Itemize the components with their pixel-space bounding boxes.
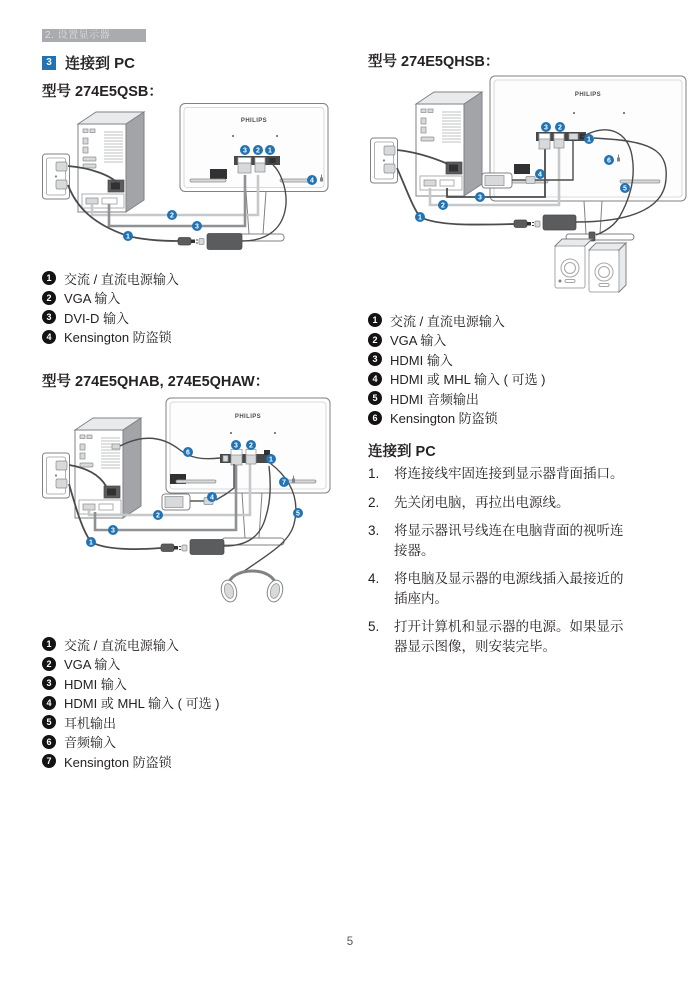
item-label: HDMI 或 MHL 输入 ( 可选 )	[64, 696, 220, 712]
item-label: 耳机输出	[64, 715, 117, 731]
callout-vga-input	[253, 145, 263, 155]
callout-hdmi-cable	[108, 525, 118, 535]
model3-title: 型号 274E5QHSB：	[368, 54, 500, 70]
item-number-badge: 3	[42, 310, 56, 324]
item-label: VGA 输入	[390, 333, 447, 349]
svg-text:2: 2	[156, 512, 160, 520]
item-number-badge: 1	[42, 271, 56, 285]
svg-text:6: 6	[186, 449, 190, 457]
callout-vga-input	[555, 122, 565, 132]
svg-text:3: 3	[195, 223, 199, 231]
step-text: 将显示器讯号线连在电脑背面的视听连接器。	[394, 523, 624, 558]
item-number-badge: 4	[368, 372, 382, 386]
item-number-badge: 1	[42, 637, 56, 651]
list-item	[42, 676, 220, 691]
callout-power-cord	[86, 537, 96, 547]
svg-text:2: 2	[256, 147, 260, 155]
instruction-step	[368, 617, 658, 656]
svg-text:1: 1	[418, 214, 422, 222]
svg-text:3: 3	[234, 442, 238, 450]
svg-text:3: 3	[478, 194, 482, 202]
svg-text:1: 1	[269, 456, 273, 464]
svg-text:4: 4	[210, 494, 214, 502]
instruction-step	[368, 493, 658, 513]
item-number-badge: 2	[368, 333, 382, 347]
callout-hdmi-input	[541, 122, 551, 132]
step-number: 2.	[368, 494, 380, 510]
list-item	[42, 696, 220, 711]
list-item	[42, 754, 220, 769]
step-number-badge: 3	[42, 56, 56, 70]
callout-hdmi-cable	[475, 192, 485, 202]
callout-headphone-out	[293, 508, 303, 518]
wall-outlet	[43, 453, 70, 498]
callout-power-cord	[415, 212, 425, 222]
item-label: HDMI 音频输出	[390, 391, 479, 407]
callout-mhl-input	[535, 169, 545, 179]
wall-outlet	[371, 138, 398, 183]
item-label: DVI-D 输入	[64, 310, 130, 326]
pc-tower	[416, 92, 482, 196]
list-item	[42, 291, 179, 306]
section-header-bar: 2. 设置显示器	[42, 29, 146, 42]
callout-hdmi-input	[231, 440, 241, 450]
connect-steps	[368, 464, 658, 666]
item-number-badge: 2	[42, 291, 56, 305]
step-text: 将连接线牢固连接到显示器背面插口。	[394, 466, 624, 481]
item-label: 交流 / 直流电源输入	[64, 271, 179, 287]
list-item	[42, 657, 220, 672]
callout-kensington	[279, 477, 289, 487]
list-item	[368, 411, 546, 426]
wall-outlet	[43, 154, 70, 199]
instruction-step	[368, 569, 658, 608]
list-item	[42, 310, 179, 325]
item-number-badge: 6	[368, 411, 382, 425]
philips-logo: PHILIPS	[234, 414, 262, 420]
callout-kensington	[604, 155, 614, 165]
diagram-274E5QHSB	[368, 74, 690, 310]
callout-audio-out	[620, 183, 630, 193]
item-label: HDMI 输入	[64, 676, 127, 692]
item-number-badge: 4	[42, 330, 56, 344]
list-item	[368, 352, 546, 367]
list-item	[368, 391, 546, 406]
philips-logo: PHILIPS	[574, 92, 602, 98]
philips-logo: PHILIPS	[240, 118, 268, 124]
item-number-badge: 5	[42, 715, 56, 729]
step-text: 先关闭电脑，再拉出电源线。	[394, 494, 570, 510]
kensington-slot-icon	[320, 178, 323, 182]
svg-text:2: 2	[441, 202, 445, 210]
callout-dvi-input	[240, 145, 250, 155]
connect-section-title: 连接到 PC	[368, 444, 436, 460]
list-item	[368, 333, 546, 348]
list-item	[368, 313, 546, 328]
list-item	[42, 715, 220, 730]
svg-text:1: 1	[268, 147, 272, 155]
step-text: 将电脑及显示器的电源线插入最接近的插座内。	[394, 571, 624, 606]
item-number-badge: 5	[368, 391, 382, 405]
item-label: Kensington 防盗锁	[390, 411, 498, 427]
svg-text:2: 2	[558, 124, 562, 132]
callout-power-cord	[123, 231, 133, 241]
svg-text:6: 6	[607, 157, 611, 165]
item-label: VGA 输入	[64, 291, 121, 307]
step-number: 3.	[368, 523, 380, 539]
model2-port-list	[42, 637, 220, 774]
step-title: 连接到 PC	[65, 55, 136, 72]
item-label: Kensington 防盗锁	[64, 754, 172, 770]
callout-power-input	[584, 134, 594, 144]
svg-text:5: 5	[623, 185, 627, 193]
item-label: 音频输入	[64, 735, 117, 751]
item-number-badge: 7	[42, 754, 56, 768]
callout-vga-cable	[167, 210, 177, 220]
item-number-badge: 3	[42, 676, 56, 690]
tower-power-plug	[449, 165, 458, 172]
model1-port-list	[42, 271, 179, 349]
tower-power-plug	[111, 183, 120, 190]
callout-dvi-cable	[192, 221, 202, 231]
list-item	[42, 735, 220, 750]
step-text: 打开计算机和显示器的电源。如果显示器显示图像，则安装完毕。	[394, 619, 624, 654]
model1-title: 型号 274E5QSB：	[42, 84, 163, 100]
pc-tower	[75, 418, 141, 518]
tower-power-plug	[107, 489, 116, 496]
model3-port-list	[368, 313, 546, 430]
step-number: 5.	[368, 619, 380, 635]
list-item	[42, 271, 179, 286]
svg-text:1: 1	[89, 539, 93, 547]
page-number: 5	[346, 936, 354, 948]
list-item	[368, 372, 546, 387]
svg-text:2: 2	[249, 442, 253, 450]
speakers	[555, 239, 626, 292]
model2-title: 型号 274E5QHAB, 274E5QHAW：	[42, 374, 270, 390]
instruction-step	[368, 464, 658, 484]
list-item	[42, 637, 220, 652]
callout-audio-in	[183, 447, 193, 457]
callout-vga-cable	[153, 510, 163, 520]
callout-mhl-input	[207, 492, 217, 502]
diagram-274E5QSB	[40, 96, 340, 256]
pc-tower	[78, 112, 144, 212]
callout-kensington	[307, 175, 317, 185]
svg-text:5: 5	[296, 510, 300, 518]
svg-text:7: 7	[282, 479, 286, 487]
kensington-slot-icon	[292, 479, 295, 483]
item-number-badge: 3	[368, 352, 382, 366]
callout-power-input	[265, 145, 275, 155]
callout-vga-input	[246, 440, 256, 450]
item-number-badge: 6	[42, 735, 56, 749]
step-number: 1.	[368, 466, 380, 481]
diagram-274E5QHAB	[40, 388, 343, 620]
item-label: HDMI 或 MHL 输入 ( 可选 )	[390, 372, 546, 388]
item-number-badge: 2	[42, 657, 56, 671]
svg-text:3: 3	[544, 124, 548, 132]
item-number-badge: 1	[368, 313, 382, 327]
item-label: Kensington 防盗锁	[64, 330, 172, 346]
callout-vga-cable	[438, 200, 448, 210]
svg-text:4: 4	[310, 177, 314, 185]
item-label: 交流 / 直流电源输入	[64, 637, 179, 653]
item-label: VGA 输入	[64, 657, 121, 673]
item-number-badge: 4	[42, 696, 56, 710]
instruction-step	[368, 521, 658, 560]
svg-text:3: 3	[243, 147, 247, 155]
kensington-slot-icon	[617, 158, 620, 162]
svg-text:1: 1	[587, 136, 591, 144]
list-item	[42, 330, 179, 345]
headphones	[219, 571, 285, 603]
svg-text:4: 4	[538, 171, 542, 179]
svg-text:1: 1	[126, 233, 130, 241]
item-label: 交流 / 直流电源输入	[390, 313, 505, 329]
step-heading	[42, 52, 135, 73]
item-label: HDMI 输入	[390, 352, 453, 368]
svg-text:2: 2	[170, 212, 174, 220]
callout-power-input	[266, 454, 276, 464]
step-number: 4.	[368, 571, 380, 587]
svg-text:3: 3	[111, 527, 115, 535]
